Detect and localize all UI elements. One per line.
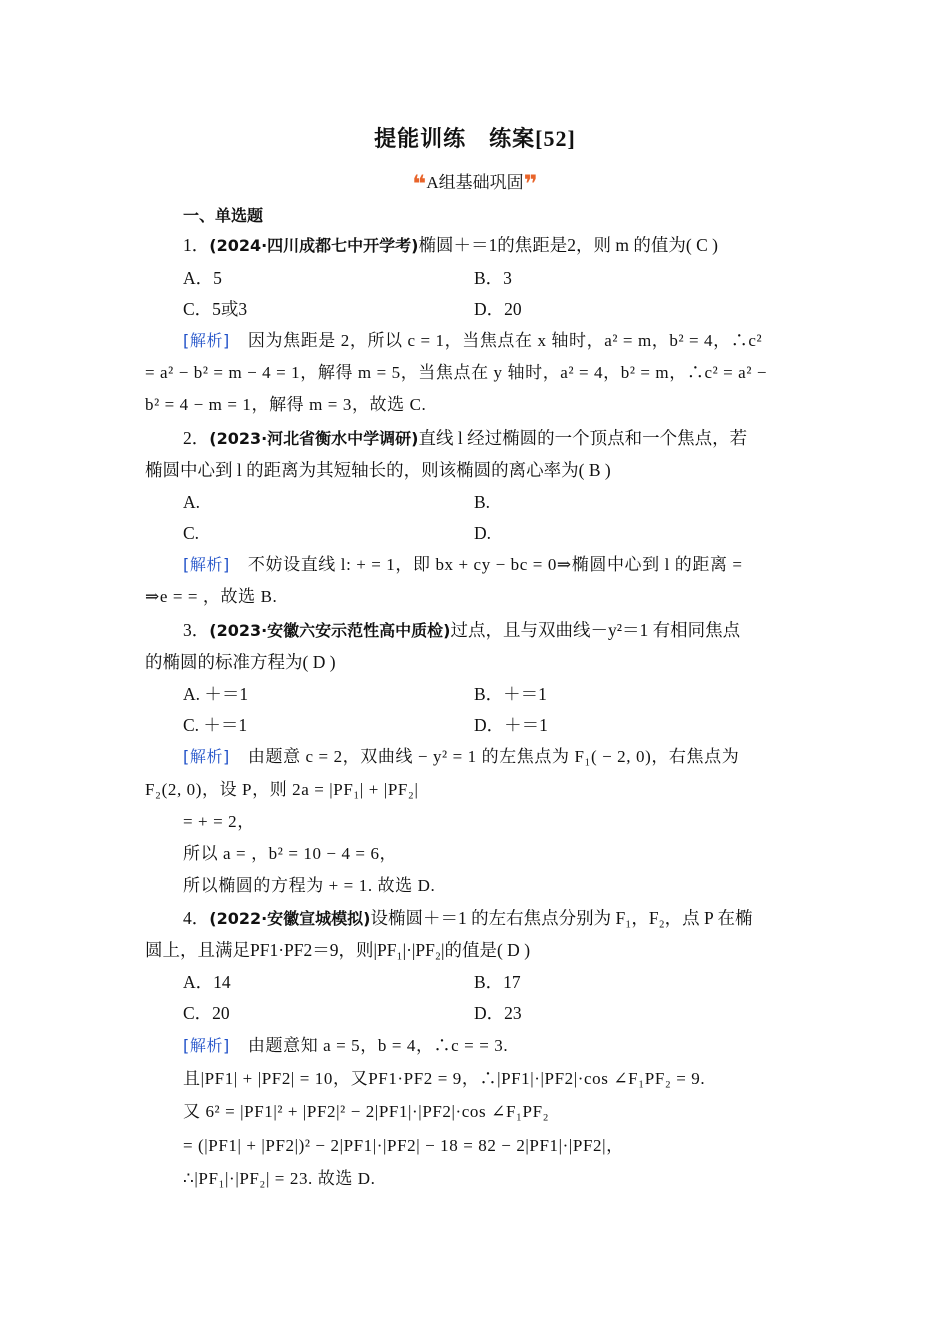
question-source: (2024·四川成都七中开学考): [209, 236, 419, 255]
group-label: A组基础巩固: [426, 173, 524, 192]
q4-analysis-line: [183, 1034, 807, 1058]
q4-option-c: C．20: [183, 1003, 230, 1023]
question-1-stem: [183, 233, 807, 258]
analysis-text: 由题意 c = 2，双曲线 − y² = 1 的左焦点为 F₁( − 2, 0)，右焦点为: [247, 747, 740, 766]
q4-analysis-line: 且|PF1| + |PF2| = 10，又PF1·PF2 = 9，∴|PF1|·|PF2|·cos ∠F₁PF₂ = 9.: [183, 1069, 706, 1088]
analysis-text: 由题意知 a = 5，b = 4，∴c = = 3.: [247, 1036, 509, 1055]
q4-option-d: D．23: [474, 1003, 522, 1023]
analysis-label: [解析]: [183, 331, 230, 350]
question-source: (2023·安徽六安示范性高中质检): [209, 621, 451, 640]
q4-analysis-line: ∴|PF₁|·|PF₂| = 23. 故选 D.: [183, 1169, 376, 1188]
q2-analysis-line: ⇒e = = ，故选 B.: [145, 587, 278, 606]
question-number: 4．: [183, 908, 210, 928]
question-number: 3．: [183, 620, 210, 640]
question-2-stem-cont: 椭圆中心到 l 的距离为其短轴长的，则该椭圆的离心率为( B ): [145, 460, 611, 480]
q3-option-d: D．＋＝1: [474, 715, 548, 735]
q1-option-c: C．5或3: [183, 299, 248, 319]
q4-analysis-line: 又 6² = |PF1|² + |PF2|² − 2|PF1|·|PF2|·cos ∠F₁PF₂: [183, 1102, 550, 1121]
question-source: (2022·安徽宣城模拟): [209, 909, 371, 928]
q3-analysis-line: 所以 a = ，b² = 10 − 4 = 6，: [183, 844, 398, 863]
q2-option-c: C.: [183, 523, 200, 543]
analysis-label: [解析]: [183, 1036, 230, 1055]
q4-analysis-line: = (|PF1| + |PF2|)² − 2|PF1|·|PF2| − 18 = 82 − 2|PF1|·|PF2|，: [183, 1136, 624, 1155]
analysis-text: 不妨设直线 l: + = 1，即 bx + cy − bc = 0⇒椭圆中心到 l 的距离 =: [247, 555, 743, 574]
q1-analysis-line: = a² − b² = m − 4 = 1，解得 m = 5，当焦点在 y 轴时，a² = 4，b² = m，∴c² = a² −: [145, 363, 768, 382]
q3-analysis-line: = + = 2，: [183, 812, 255, 831]
q3-option-a: A. ＋＝1: [183, 684, 249, 704]
q4-option-b: B．17: [474, 972, 521, 992]
q3-analysis-line: F₂(2, 0)，设 P，则 2a = |PF₁| + |PF₂|: [145, 780, 419, 799]
question-text: 椭圆＋＝1的焦距是2，则 m 的值为( C ): [418, 235, 718, 255]
q3-option-b: B．＋＝1: [474, 684, 547, 704]
question-2-stem: [183, 426, 807, 451]
q2-option-d: D.: [474, 523, 492, 543]
page-title: 提能训练 练案[52]: [374, 126, 576, 151]
question-source: (2023·河北省衡水中学调研): [209, 429, 419, 448]
question-text: 过点，且与双曲线－y²＝1 有相同焦点: [450, 620, 741, 640]
question-4-stem-cont: 圆上，且满足PF1·PF2＝9，则|PF₁|·|PF₂|的值是( D ): [145, 940, 531, 960]
q4-option-a: A．14: [183, 972, 231, 992]
q1-option-a: A．5: [183, 268, 222, 288]
q1-option-b: B．3: [474, 268, 512, 288]
q2-option-b: B.: [474, 492, 491, 512]
q1-analysis-line: [183, 329, 807, 353]
close-quote-icon: ❞: [523, 170, 538, 198]
question-text: 设椭圆＋＝1 的左右焦点分别为 F₁，F₂，点 P 在椭: [370, 908, 753, 928]
q3-analysis-line: [183, 745, 807, 769]
question-number: 2．: [183, 428, 210, 448]
q2-option-a: A.: [183, 492, 201, 512]
question-4-stem: [183, 906, 807, 931]
q1-analysis-line: b² = 4 − m = 1，解得 m = 3，故选 C.: [145, 395, 427, 414]
q3-analysis-line: 所以椭圆的方程为 + = 1. 故选 D.: [183, 876, 436, 895]
question-3-stem-cont: 的椭圆的标准方程为( D ): [145, 652, 336, 672]
analysis-text: 因为焦距是 2，所以 c = 1，当焦点在 x 轴时，a² = m，b² = 4，∴c²: [247, 331, 763, 350]
question-number: 1．: [183, 235, 210, 255]
analysis-label: [解析]: [183, 555, 230, 574]
analysis-label: [解析]: [183, 747, 230, 766]
section-heading: 一、单选题: [183, 206, 264, 225]
group-heading: [0, 168, 950, 198]
question-3-stem: [183, 618, 807, 643]
q3-option-c: C. ＋＝1: [183, 715, 248, 735]
open-quote-icon: ❝: [412, 170, 427, 198]
q2-analysis-line: [183, 553, 807, 577]
question-text: 直线 l 经过椭圆的一个顶点和一个焦点，若: [418, 428, 748, 448]
q1-option-d: D．20: [474, 299, 522, 319]
